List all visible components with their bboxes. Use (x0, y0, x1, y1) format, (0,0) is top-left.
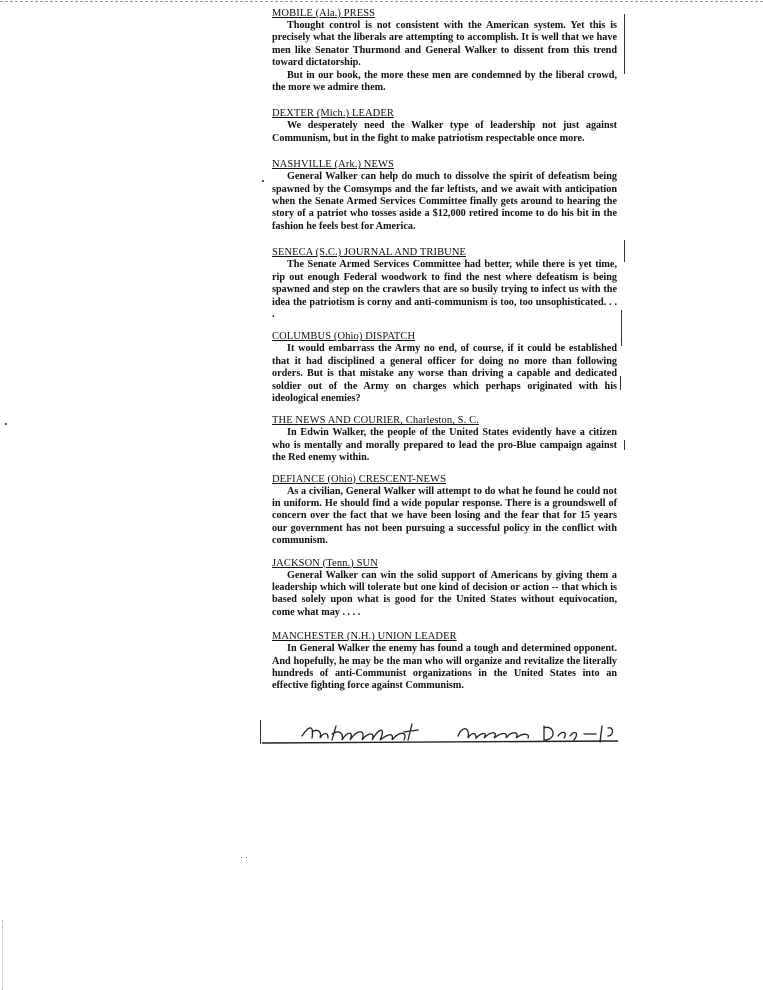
clipping-source: COLUMBUS (Ohio) DISPATCH (272, 331, 416, 343)
clipping-paragraph: But in our book, the more these men are condemned by the liberal crowd, the more we admire them. (272, 69, 617, 94)
scan-speck (262, 180, 264, 182)
clippings-column (272, 8, 617, 702)
clipping-source: THE NEWS AND COURIER, Charleston, S. C. (272, 415, 479, 427)
clipping-dexter-leader (272, 108, 617, 145)
clipping-mobile-press (272, 8, 617, 94)
column-rule (260, 720, 261, 744)
clipping-columbus-dispatch (272, 331, 617, 405)
clipping-text (272, 259, 617, 321)
clipping-text (272, 343, 617, 405)
clipping-source: MANCHESTER (N.H.) UNION LEADER (272, 631, 457, 643)
column-rule (620, 376, 621, 390)
clipping-text (272, 643, 617, 693)
clipping-paragraph: General Walker can help do much to dissolve the spirit of defeatism being spawned by the Comsymps and the far leftists, and we await with anticipation when the Senate Armed Services Committee finally gets around to hearing the story of a patriot who tosses aside a $12,000 retired income to do his bit in the fashion he feels best for America. (272, 171, 617, 232)
clipping-manchester-union-leader (272, 631, 617, 693)
scan-speck (246, 857, 247, 858)
clipping-paragraph: Thought control is not consistent with the American system. Yet this is precisely what the liberals are attempting to accomplish. It is well that we have men like Senator Thurmond and General Walker to dissent from this trend toward dictatorship. (272, 20, 617, 69)
clipping-text (272, 120, 617, 145)
clipping-text (272, 486, 617, 548)
clipping-jackson-sun (272, 558, 617, 620)
column-rule (621, 310, 622, 346)
handwritten-signature-icon (262, 718, 622, 748)
scan-left-edge (2, 920, 3, 990)
scan-top-edge (0, 1, 763, 2)
clipping-paragraph: In Edwin Walker, the people of the United States evidently have a citizen who is mentally and morally prepared to lead the pro-Blue campaign against the Red enemy within. (272, 427, 617, 464)
clipping-seneca-journal (272, 247, 617, 321)
clipping-text (272, 570, 617, 620)
clipping-paragraph: We desperately need the Walker type of leadership not just against Communism, but in the fight to make patriotism respectable once more. (272, 120, 617, 144)
clipping-source: DEXTER (Mich.) LEADER (272, 108, 394, 120)
scan-speck (241, 857, 242, 858)
clipping-paragraph: In General Walker the enemy has found a tough and determined opponent. And hopefully, he may be the man who will organize and revitalize the literally hundreds of anti-Communist organizations in the United States into an effective fighting force against Communism. (272, 643, 617, 692)
clipping-source: MOBILE (Ala.) PRESS (272, 8, 376, 19)
clipping-source: DEFIANCE (Ohio) CRESCENT-NEWS (272, 473, 447, 485)
clipping-paragraph: It would embarrass the Army no end, of course, if it could be established that it had disciplined a general officer for doing no more than following orders. But is that mistake any worse than driving a capable and dedicated soldier out of the Army on charges which perhaps originated with his ideological enemies? (272, 343, 617, 404)
scan-speck (5, 423, 7, 425)
clipping-paragraph: General Walker can win the solid support of Americans by giving them a leadership which will tolerate but one kind of decision or action -- that which is based solely upon what is good for the United States without equivocation, come what may . . . . (272, 569, 617, 618)
clipping-source: JACKSON (Tenn.) SUN (272, 557, 378, 569)
column-rule (624, 14, 625, 74)
clipping-paragraph: The Senate Armed Services Committee had better, while there is yet time, rip out enough Federal woodwork to find the nest where defeatism is being spawned and step on the crawlers that are so busily trying to infect us with the idea the patriotism is corny and anti-communism is too, too unsophisticated. . . . (272, 259, 617, 320)
clipping-source: SENECA (S.C.) JOURNAL AND TRIBUNE (272, 247, 467, 259)
clipping-source: NASHVILLE (Ark.) NEWS (272, 159, 394, 171)
clipping-text (272, 427, 617, 464)
clipping-defiance-crescent-news (272, 474, 617, 548)
clipping-news-and-courier (272, 415, 617, 464)
clipping-text (272, 20, 617, 94)
clipping-paragraph: As a civilian, General Walker will attempt to do what he found he could not in uniform. He should find a wide popular response. There is a groundswell of concern over the fact that we have been losing and the fear that for 15 years our government has not been pursuing a successful policy in the conflict with communism. (272, 485, 617, 547)
column-rule (624, 440, 625, 450)
clipping-text (272, 171, 617, 233)
column-rule (624, 240, 625, 262)
clipping-nashville-news (272, 159, 617, 233)
handwritten-annotation (262, 718, 617, 748)
